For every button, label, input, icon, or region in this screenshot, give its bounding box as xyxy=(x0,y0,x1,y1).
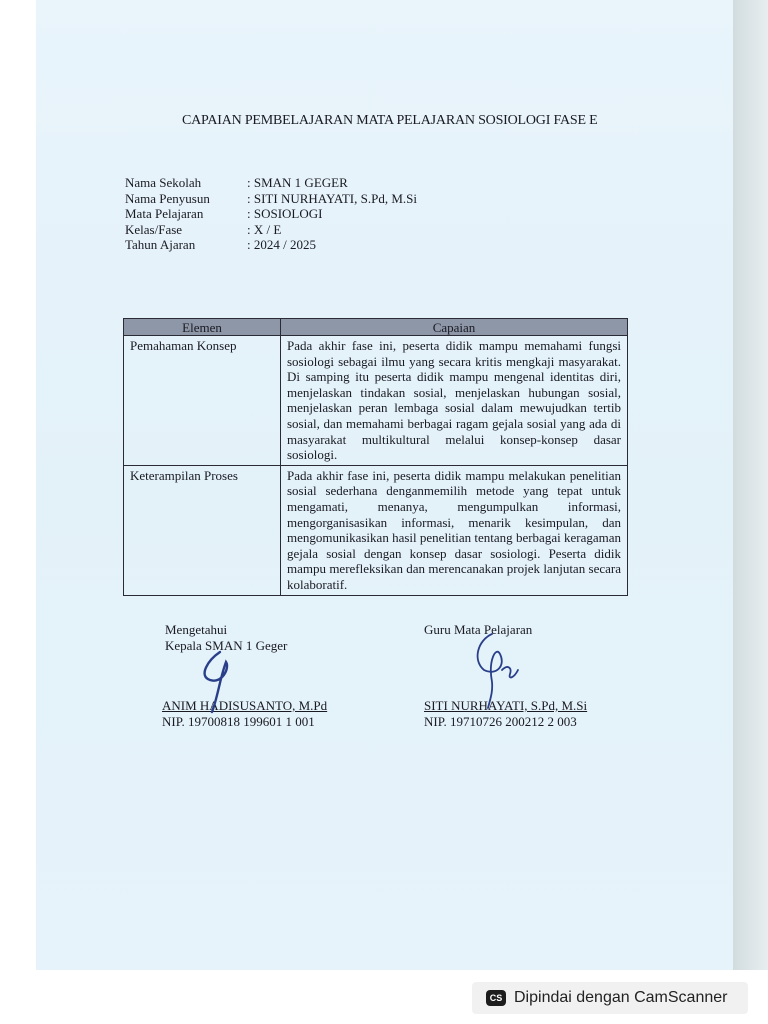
signer-nip: NIP. 19710726 200212 2 003 xyxy=(424,713,577,729)
table-header-row xyxy=(124,319,628,336)
info-block xyxy=(125,175,417,253)
table-row xyxy=(124,465,628,595)
info-label: Tahun Ajaran xyxy=(125,237,196,252)
sign-line: Guru Mata Pelajaran xyxy=(424,622,533,637)
column-header-elemen: Elemen xyxy=(124,319,281,336)
info-value: : SOSIOLOGI xyxy=(247,206,323,221)
camscanner-icon: CS xyxy=(486,990,506,1006)
signer-name: ANIM HADISUSANTO, M.Pd xyxy=(162,698,328,713)
info-label: Kelas/Fase xyxy=(125,221,183,237)
info-label: Nama Penyusun xyxy=(125,190,210,206)
elemen-cell: Pemahaman Konsep xyxy=(124,336,281,466)
signer-name: SITI NURHAYATI, S.Pd, M.Si xyxy=(424,698,588,713)
info-value: : 2024 / 2025 xyxy=(247,237,316,252)
table-row xyxy=(124,336,628,466)
info-value: : SITI NURHAYATI, S.Pd, M.Si xyxy=(247,190,417,206)
sign-line: Mengetahui xyxy=(165,622,228,637)
info-value: : X / E xyxy=(247,221,282,237)
info-value: : SMAN 1 GEGER xyxy=(247,175,348,190)
page-edge xyxy=(733,0,768,970)
watermark-label: Dipindai dengan CamScanner xyxy=(514,989,728,1006)
elemen-cell: Keterampilan Proses xyxy=(124,465,281,595)
principal-signature xyxy=(190,648,250,714)
column-header-capaian: Capaian xyxy=(281,319,628,336)
camscanner-watermark xyxy=(472,982,748,1014)
info-row xyxy=(125,206,417,222)
info-label: Nama Sekolah xyxy=(125,175,202,190)
teacher-signature xyxy=(462,630,528,710)
info-row xyxy=(125,222,417,238)
sign-line: Kepala SMAN 1 Geger xyxy=(165,637,288,653)
capaian-cell: Pada akhir fase ini, peserta didik mampu memahami fungsi sosiologi sebagai ilmu yang secara kritis mengkaji masyarakat. Di samping itu peserta didik mampu mengenal identitas diri, menjelaskan tindakan sosial, menjelaskan hubungan sosial, menjelaskan peran lembaga sosial dalam mewujudkan tertib sosial, dan memahami berbagai ragam gejala sosial yang ada di masyarakat multikultural melalui konsep-konsep dasar sosiologi. xyxy=(281,336,628,466)
signer-nip: NIP. 19700818 199601 1 001 xyxy=(162,713,315,729)
info-row xyxy=(125,175,417,191)
document-title: CAPAIAN PEMBELAJARAN MATA PELAJARAN SOSIOLOGI FASE E xyxy=(182,113,598,128)
info-label: Mata Pelajaran xyxy=(125,206,204,221)
capaian-table xyxy=(123,318,628,596)
info-row xyxy=(125,237,417,253)
info-row xyxy=(125,191,417,207)
capaian-cell: Pada akhir fase ini, peserta didik mampu melakukan penelitian sosial sederhana denganmemilih metode yang tepat untuk mengamati, menanya, mengumpulkan informasi, mengorganisasikan informasi, menarik kesimpulan, dan mengomunikasikan hasil penelitian tentang berbagai keragaman gejala sosial dengan konsep dasar sosiologi. Peserta didik mampu merefleksikan dan merencanakan projek lanjutan secara kolaboratif. xyxy=(281,465,628,595)
